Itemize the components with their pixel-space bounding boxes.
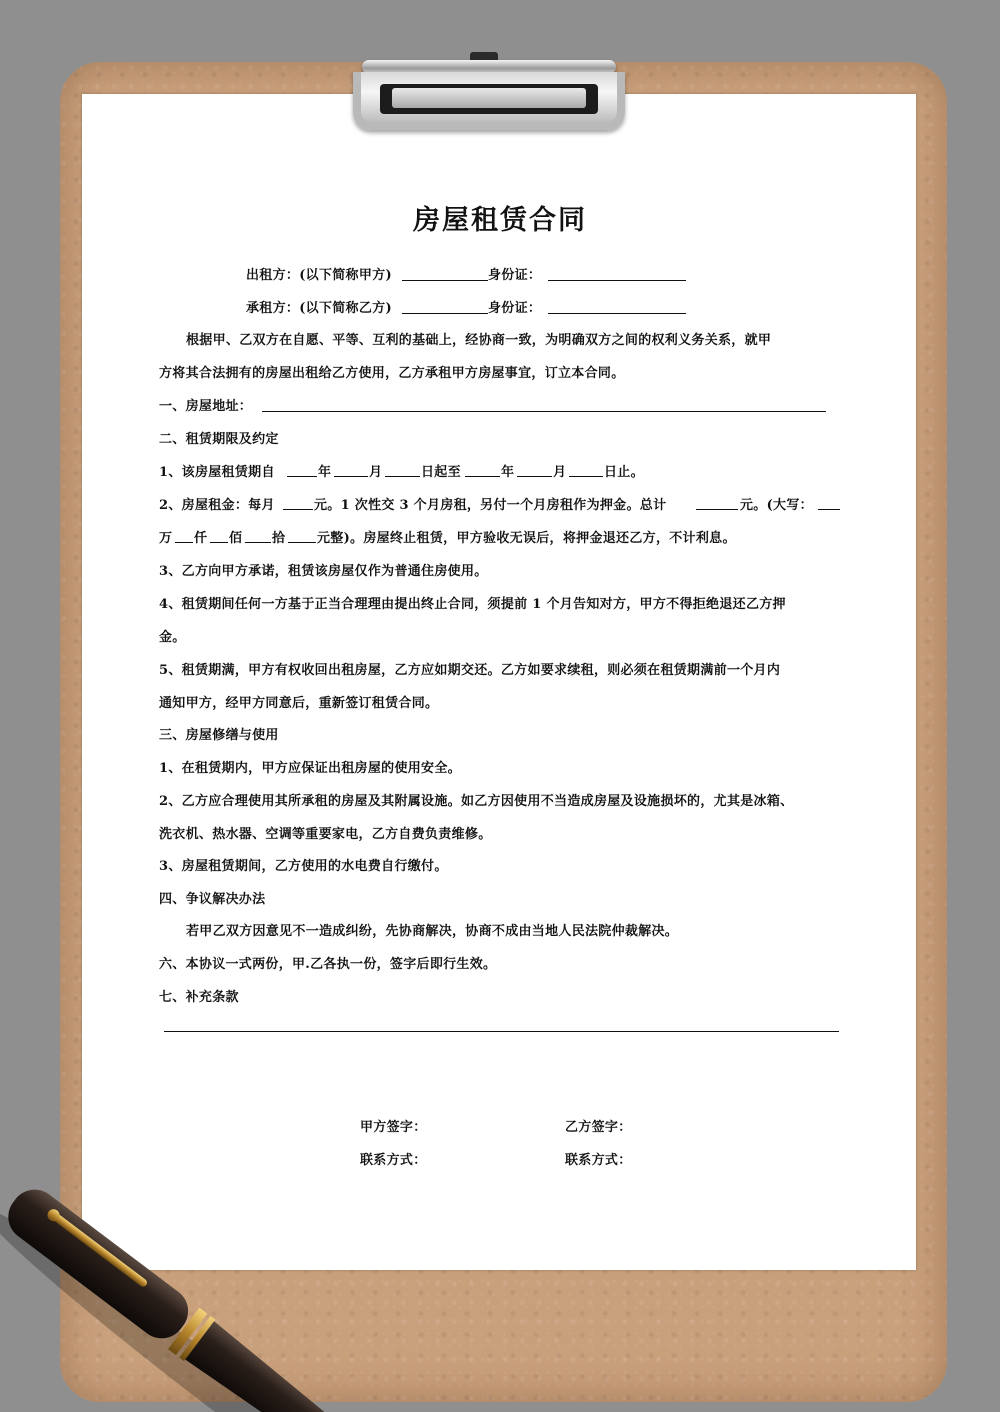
clause-3-2-line-1: 2、乙方应合理使用其所承租的房屋及其附属设施。如乙方因使用不当造成房屋及设施损坏的，尤其是冰箱、 — [159, 794, 794, 809]
amount-wan-label: 万 — [159, 531, 173, 546]
rent-mid: 元。1 次性交 3 个月房租，另付一个月房租作为押金。总计 — [314, 498, 667, 513]
section-7-heading: 七、补充条款 — [159, 990, 239, 1005]
party-a-id-label: 身份证： — [488, 268, 542, 283]
end-month-label: 月 — [553, 465, 567, 480]
amount-bai-field[interactable] — [210, 542, 228, 543]
amount-yuan-field[interactable] — [288, 542, 316, 543]
section-3-heading: 三、房屋修缮与使用 — [159, 728, 279, 743]
section-2-heading: 二、租赁期限及约定 — [159, 432, 279, 447]
supplementary-terms-field[interactable] — [164, 1031, 839, 1032]
intro-line-1: 根据甲、乙双方在自愿、平等、互利的基础上，经协商一致，为明确双方之间的权利义务关系，就甲 — [186, 333, 772, 348]
party-a-label: 出租方：(以下简称甲方) — [246, 268, 392, 283]
amount-bai-label: 佰 — [229, 531, 243, 546]
section-6-text: 六、本协议一式两份，甲.乙各执一份，签字后即行生效。 — [159, 957, 497, 972]
end-day-field[interactable] — [569, 476, 603, 477]
start-month-field[interactable] — [334, 476, 368, 477]
party-b-id-label: 身份证： — [488, 301, 542, 316]
party-b-id-field[interactable] — [548, 313, 686, 314]
party-a-name-field[interactable] — [402, 280, 488, 281]
section-4-heading: 四、争议解决办法 — [159, 892, 266, 907]
party-b-signature-label: 乙方签字： — [565, 1120, 632, 1135]
clause-2-4-line-1: 4、租赁期间任何一方基于正当合理理由提出终止合同，须提前 1 个月告知对方，甲方不得拒绝退还乙方押 — [159, 597, 786, 612]
party-b-name-field[interactable] — [402, 313, 488, 314]
clause-3-2-line-2: 洗衣机、热水器、空调等重要家电，乙方自费负责维修。 — [159, 827, 492, 842]
section-1-heading: 一、房屋地址： — [159, 399, 253, 414]
amount-shi-label: 拾 — [272, 531, 286, 546]
party-b-label: 承租方：(以下简称乙方) — [246, 301, 392, 316]
total-amount-field[interactable] — [696, 509, 738, 510]
party-a-contact-label: 联系方式： — [360, 1153, 427, 1168]
clause-2-5-line-2: 通知甲方，经甲方同意后，重新签订租赁合同。 — [159, 696, 439, 711]
address-field[interactable] — [262, 411, 826, 412]
end-year-label: 年 — [501, 465, 515, 480]
clause-2-3: 3、乙方向甲方承诺，租赁该房屋仅作为普通住房使用。 — [159, 564, 488, 579]
start-day-field[interactable] — [385, 476, 420, 477]
end-year-field[interactable] — [465, 476, 500, 477]
amount-qian-label: 仟 — [194, 531, 208, 546]
party-a-id-field[interactable] — [548, 280, 686, 281]
amount-qian-field[interactable] — [175, 542, 193, 543]
party-a-signature-label: 甲方签字： — [360, 1120, 427, 1135]
lease-period-prefix: 1、该房屋租赁期自 — [159, 465, 275, 480]
clause-2-4-line-2: 金。 — [159, 630, 186, 645]
uppercase-amount-field[interactable] — [818, 509, 840, 510]
amount-rest: 元整)。房屋终止租赁，甲方验收无误后，将押金退还乙方，不计利息。 — [317, 531, 736, 546]
clause-3-1: 1、在租赁期内，甲方应保证出租房屋的使用安全。 — [159, 761, 461, 776]
start-month-label: 月 — [369, 465, 383, 480]
amount-shi-field[interactable] — [245, 542, 271, 543]
start-year-label: 年 — [318, 465, 332, 480]
monthly-rent-field[interactable] — [283, 509, 313, 510]
end-month-field[interactable] — [517, 476, 552, 477]
rent-tail: 元。(大写： — [740, 498, 813, 513]
start-year-field[interactable] — [287, 476, 317, 477]
end-day-label: 日止。 — [604, 465, 644, 480]
dispute-text: 若甲乙双方因意见不一造成纠纷，先协商解决，协商不成由当地人民法院仲裁解决。 — [186, 924, 679, 939]
clause-3-3: 3、房屋租赁期间，乙方使用的水电费自行缴付。 — [159, 859, 448, 874]
page-title: 房屋租赁合同 — [413, 205, 587, 236]
rent-prefix: 2、房屋租金：每月 — [159, 498, 275, 513]
intro-line-2: 方将其合法拥有的房屋出租给乙方使用，乙方承租甲方房屋事宜，订立本合同。 — [159, 366, 625, 381]
start-day-label: 日起至 — [421, 465, 461, 480]
clause-2-5-line-1: 5、租赁期满，甲方有权收回出租房屋，乙方应如期交还。乙方如要求续租，则必须在租赁期满前一个月内 — [159, 663, 781, 678]
party-b-contact-label: 联系方式： — [565, 1153, 632, 1168]
